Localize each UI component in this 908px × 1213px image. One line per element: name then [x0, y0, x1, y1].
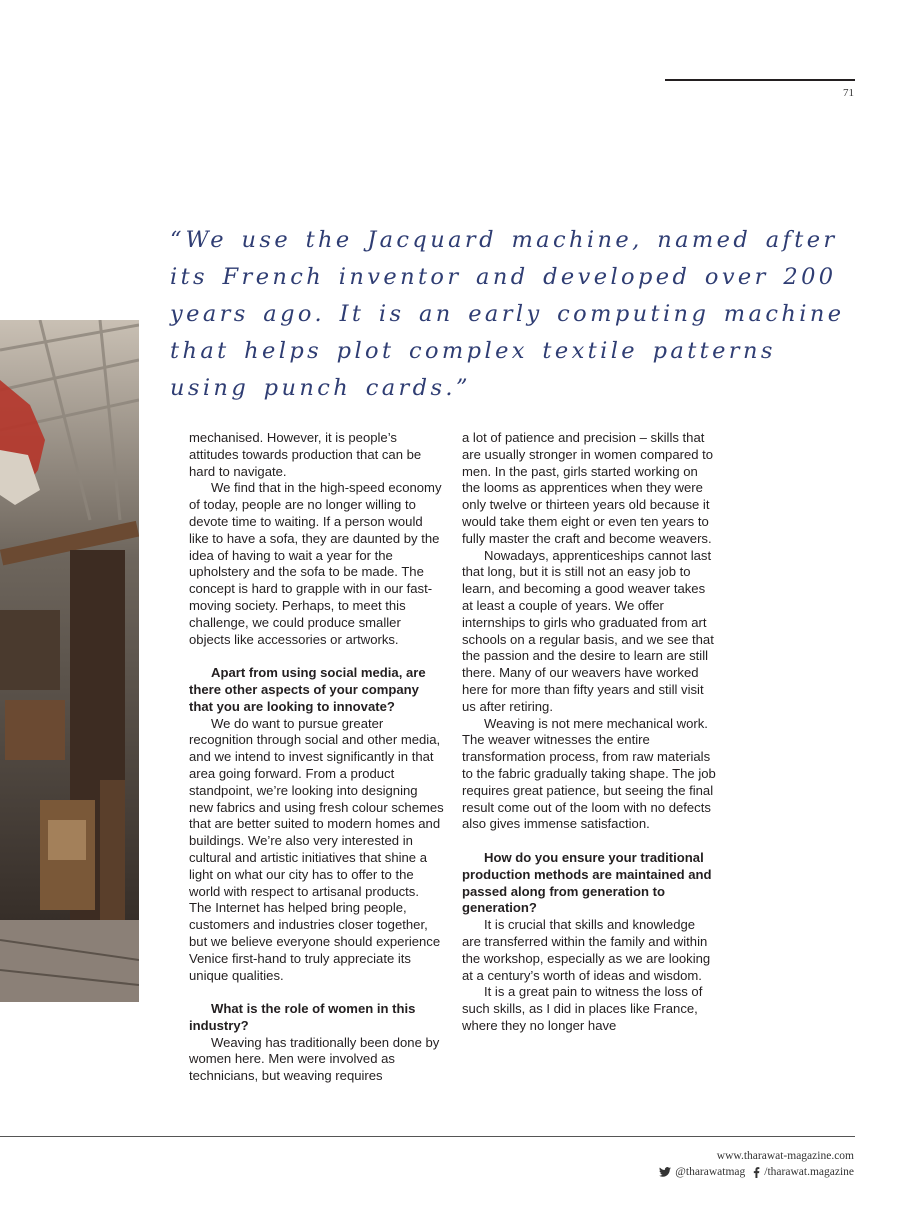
workshop-photo [0, 320, 139, 1002]
workshop-photo-art [0, 320, 139, 1002]
pull-quote: “We use the Jacquard machine, named after its French inventor and developed over 200 years ago. It is an early computing machine that helps plot complex textile patterns using punch cards.” [170, 227, 845, 401]
facebook-handle[interactable]: /tharawat.magazine [764, 1166, 854, 1178]
paragraph: We find that in the high-speed economy of today, people are no longer willing to devote time to waiting. If a person would like to have a sofa, they are daunted by the idea of having to wait a year for the upholstery and the sofa to be made. The concept is hard to grapple with in our fast-moving society. Perhaps, to meet this challenge, we could produce smaller objects like accessories or artworks. [189, 480, 442, 647]
paragraph: a lot of patience and precision – skills that are usually stronger in women compared to men. In the past, girls started working on the looms as apprentices when they were only twelve or thirteen years old because it would take them eight or even ten years to fully master the craft and become weavers. [462, 430, 714, 546]
right-column [462, 430, 717, 1035]
paragraph-gap [462, 833, 717, 850]
interview-question: Apart from using social media, are there other aspects of your company that you are looking to innovate? [189, 665, 426, 714]
twitter-icon[interactable] [659, 1167, 671, 1177]
paragraph-gap [189, 648, 444, 665]
paragraph: mechanised. However, it is people’s attitudes towards production that can be hard to navigate. [189, 430, 422, 479]
paragraph-gap [189, 984, 444, 1001]
interview-question: How do you ensure your traditional production methods are maintained and passed along from generation to generation? [462, 849, 712, 916]
footer-social [659, 1166, 854, 1178]
facebook-icon[interactable] [753, 1167, 760, 1178]
footer-rule [0, 1136, 855, 1137]
left-column [189, 430, 444, 1085]
paragraph: Weaving has traditionally been done by women here. Men were involved as technicians, but weaving requires [189, 1034, 440, 1084]
footer-website-link[interactable]: www.tharawat-magazine.com [716, 1150, 854, 1162]
paragraph: It is crucial that skills and knowledge are transferred within the family and within the workshop, especially as we are looking at a century’s worth of ideas and wisdom. [462, 917, 711, 983]
page-number: 71 [843, 87, 854, 99]
paragraph: We do want to pursue greater recognition through social and other media, and we intend to invest significantly in that area going forward. From a product standpoint, we’re looking into designing new fabrics and using fresh colour schemes that are better suited to modern homes and buildings. We’re also very interested in cultural and artistic initiatives that shine a light on what our city has to offer to the world with respect to artisanal products. The Internet has helped bring people, customers and industries closer together, but we believe everyone should experience Venice first-hand to truly appreciate its unique qualities. [189, 715, 444, 983]
header-rule [665, 79, 855, 81]
paragraph: Nowadays, apprenticeships cannot last that long, but it is still not an easy job to learn, and becoming a good weaver takes at least a couple of years. We offer internships to girls who graduated from art schools on a regular basis, and we see that the passion and the desire to learn are still there. Many of our weavers have worked here for more than fifty years and still visit us after retiring. [462, 547, 714, 714]
twitter-handle[interactable]: @tharawatmag [675, 1166, 746, 1178]
interview-question: What is the role of women in this industry? [189, 1001, 416, 1033]
paragraph: Weaving is not mere mechanical work. The weaver witnesses the entire transformation process, from raw materials to the fabric gradually taking shape. The job requires great patience, but seeing the final result come out of the loom with no defects also gives immense satisfaction. [462, 715, 716, 832]
paragraph: It is a great pain to witness the loss of such skills, as I did in places like France, where they no longer have [462, 984, 703, 1033]
